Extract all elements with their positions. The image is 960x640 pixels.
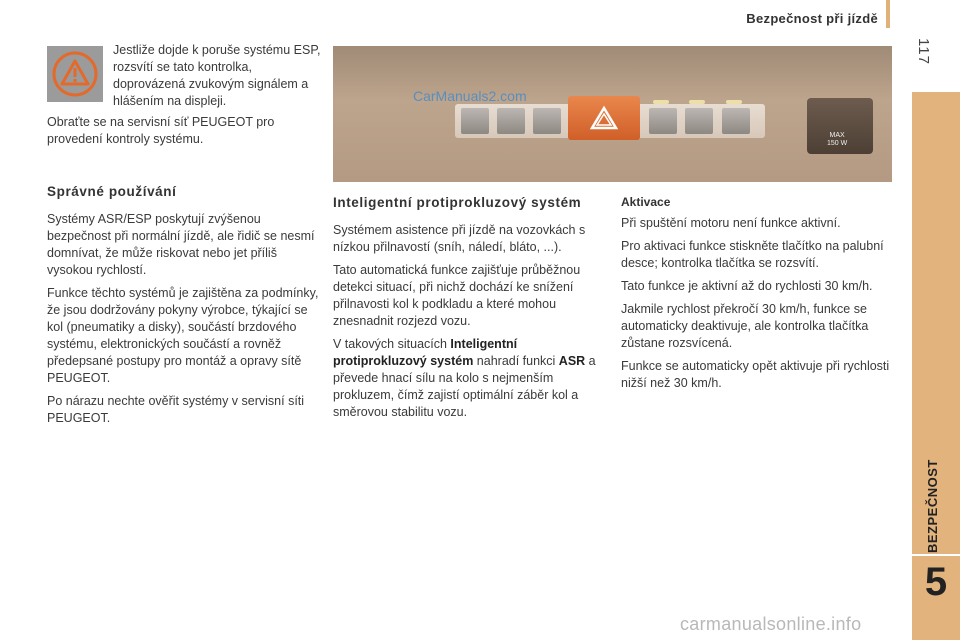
- watt-label: 150 W: [827, 140, 848, 147]
- defrost-button-icon: [461, 108, 489, 134]
- paragraph: Systémem asistence při jízdě na vozovkách s nízkou přilnavostí (sníh, náledí, bláto, ...).: [333, 223, 586, 254]
- paragraph: Tato funkce je aktivní až do rychlosti 30 km/h.: [621, 279, 873, 293]
- max-label: MAX: [829, 132, 845, 139]
- fog-light-button-icon: [497, 108, 525, 134]
- section-heading-correct-use: Správné používání: [47, 184, 177, 199]
- paragraph: Jakmile rychlost překročí 30 km/h, funkce se automaticky deaktivuje, ale kontrolka tlačítka zůstane rozsvícená.: [621, 302, 869, 350]
- paragraph: Při spuštění motoru není funkce aktivní.: [621, 216, 841, 230]
- intro-block: [113, 42, 323, 116]
- paragraph: Po nárazu nechte ověřit systémy v servisní síti PEUGEOT.: [47, 394, 305, 425]
- led-indicator: [726, 100, 742, 104]
- chapter-number: 5: [924, 560, 948, 604]
- paragraph: Systémy ASR/ESP poskytují zvýšenou bezpečnost při normální jízdě, ale řidič se nesmí domnívat, že může riskovat nebo jet příliš vysokou rychlostí.: [47, 212, 315, 277]
- paragraph: Pro aktivaci funkce stiskněte tlačítko na palubní desce; kontrolka tlačítka se rozsvítí.: [621, 239, 884, 270]
- footer-watermark: carmanualsonline.info: [680, 614, 862, 634]
- paragraph: [333, 336, 605, 421]
- lock-button-icon: [649, 108, 677, 134]
- text-run: V takových situacích: [333, 337, 451, 351]
- rear-fog-button-icon: [533, 108, 561, 134]
- page-number: 117: [915, 38, 932, 65]
- service-paragraph: Obraťte se na servisní síť PEUGEOT pro provedení kontroly systému.: [47, 115, 275, 146]
- power-socket-icon: [807, 98, 873, 154]
- paragraph: Funkce se automaticky opět aktivuje při rychlosti nižší než 30 km/h.: [621, 359, 890, 390]
- bold-term: ASR: [558, 354, 586, 368]
- header-accent-bar: [886, 0, 890, 28]
- esp-warning-icon: [47, 46, 103, 102]
- chapter-side-tab: [912, 92, 960, 640]
- bold-term: Inteligentní protiprokluzový systém: [333, 337, 518, 368]
- traction-control-button-icon: [722, 108, 750, 134]
- text-run: a převede hnací sílu na kolo s nejmenším prokluzem, čímž zajistí optimální záběr kol a směrovou stabilitu vozu.: [333, 354, 596, 419]
- led-indicator: [653, 100, 669, 104]
- paragraph: Funkce těchto systémů je zajištěna za podmínky, že jsou dodržovány pokyny výrobce, týkající se kol (pneumatiky a disky), součástí brzdového systému, elektronických součástí a rovněž předepsané postupy pro montáž a opravy sítě PEUGEOT.: [47, 286, 319, 385]
- side-tab-divider: [912, 554, 960, 556]
- section-heading-traction: Inteligentní protiprokluzový systém: [333, 195, 582, 210]
- page-header-title: Bezpečnost při jízdě: [746, 11, 878, 26]
- text-run: nahradí funkci: [473, 354, 559, 368]
- photo-watermark: CarManuals2.com: [413, 88, 527, 104]
- led-indicator: [689, 100, 705, 104]
- section-heading-activation: Aktivace: [621, 195, 671, 209]
- paragraph: Tato automatická funkce zajišťuje průběžnou detekci situací, při nichž dochází ke snížení přilnavosti kol k podkladu a které mohou znesnadnit rozjezd vozu.: [333, 263, 581, 328]
- column-left: [47, 114, 321, 433]
- column-middle: [333, 195, 605, 427]
- child-lock-button-icon: [685, 108, 713, 134]
- intro-paragraph: Jestliže dojde k poruše systému ESP, rozsvítí se tato kontrolka, doprovázená zvukovým signálem a hlášením na displeji.: [113, 43, 321, 108]
- hazard-button-icon: [568, 96, 640, 140]
- socket-label: [827, 132, 847, 148]
- column-right: [621, 195, 893, 398]
- chapter-label: BEZPEČNOST: [925, 459, 940, 553]
- dashboard-photo: [333, 46, 892, 182]
